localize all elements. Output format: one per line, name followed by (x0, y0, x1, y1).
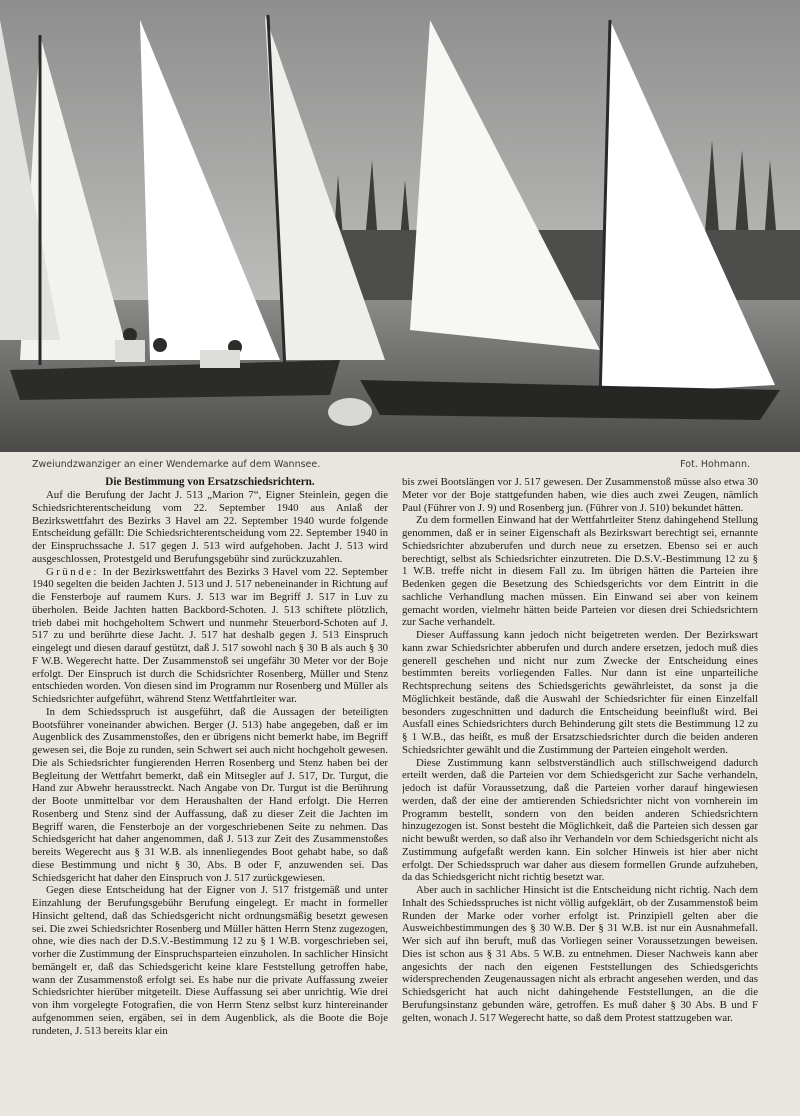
paragraph: Zu dem formellen Einwand hat der Wettfahrtleiter Stenz dahingehend Stellung genommen, daß er in seiner Eigenschaft als Bezirkswart berechtigt sei, ernannte Schiedsrichter abzuberufen und durch neue zu ersetzen. Ebenso sei er auch berechtigt, selbst als Schiedsrichter einzutreten. Die D.S.V.-Bestimmung 12 zu § 1 W.B. treffe nicht in diesem Fall zu. Im übrigen hätten die Parteien ihre Bedenken gegen die Besetzung des Schiedsgerichts vor dem Eintritt in die sachliche Verhandlung machen müssen. Ein Einwand sei aber von keinem gemacht worden, vielmehr hätten beide Parteien vor diesen drei Schiedsrichtern zur Sache verhandelt. (402, 514, 758, 629)
paragraph: Diese Zustimmung kann selbstverständlich auch stillschweigend dadurch erteilt werden, daß die Parteien vor dem Schiedsgericht zur Sache verhandeln, jedoch ist dafür Voraussetzung, daß die Parteien vorher darauf hingewiesen werden, daß der eine der amtierenden Schiedsrichter nicht von vornherein im Programm bestellt, sondern von den beiden anderen Schiedsrichtern hinzugezogen ist. Sonst besteht die Möglichkeit, daß die Parteien sich dessen gar nicht bewußt werden, so daß also ihr Verhandeln vor dem Schiedsgericht nicht als Zustimmung aufgefaßt werden kann. Ein solcher Hinweis ist hier aber nicht erfolgt. Der Schiedsspruch war daher aus diesem formellen Grunde aufzuheben, da das Schiedsgericht nicht richtig besetzt war. (402, 756, 758, 884)
gruende-text: In der Bezirkswettfahrt des Bezirks 3 Havel vom 22. September 1940 segelten die beiden Jachten J. 513 und J. 517 nebeneinander in Richtung auf die Fensterboje auf raumem Kurs. J. 513 war im Begriff J. 517 in Luv zu überholen. Beide Jachten hatten Backbord-Schoten. J. 513 schiftete plötzlich, trieb dabei mit hochgeholtem Schwert und nunmehr Steuerbord-Schoten auf J. 517 zu und berührte diese Jacht. J. 517 hat deshalb gegen J. 513 Einspruch eingelegt und diesen darauf gestützt, daß J. 517 sowohl nach § 30 B als auch § 30 F W.B. Wegerecht hatte. Der Zusammenstoß sei ungefähr 30 Meter vor der Boje erfolgt. Der Einspruch ist durch die Schidsrichter Rosenberg, Müller und Stenz entschieden worden. Von diesen sind im Programm nur Rosenberg und Müller als Schiedsrichter aufgeführt, während Stenz Wettfahrtleiter war. (32, 565, 388, 705)
article-column-right (402, 476, 758, 1106)
paragraph: Auf die Berufung der Jacht J. 513 „Marion 7“, Eigner Steinlein, gegen die Schiedsrichterentscheidung vom 22. September 1940 aus Anlaß der Bezirkswettfahrt des Bezirks 3 Havel am 22. September 1940 wurde folgende Entscheidung gefällt: Die Schiedsrichterentscheidung vom 22. September 1940 in der Einspruchssache J. 517 gegen J. 513 wird aufgehoben. Jacht J. 513 wird ausgeschlossen, Protestgeld und Berufungsgebühr sind zurückzuzahlen. (32, 489, 388, 565)
paragraph: In dem Schiedsspruch ist ausgeführt, daß die Aussagen der beteiligten Bootsführer voneinander abwichen. Berger (J. 513) habe angegeben, daß er im Augenblick des Zusammenstoßes, den er übrigens nicht bemerkt habe, im Begriff gewesen sei, die Boje zu runden, sein Schwert sei auch nicht hochgeholt gewesen. Die als Schiedsrichter fungierenden Herren Rosenberg und Stenz haben bei der Begleitung der Wettfahrt bemerkt, daß ein Mitsegler auf J. 517, Dr. Turgut, die Hand zur Abwehr herausstreckt. Nach Angabe von Dr. Turgut ist die Berührung der Boote unmittelbar vor dem Heraushalten der Hand erfolgt. Die Herren Rosenberg und Stenz sind der Auffassung, daß zu dieser Zeit die Jachten im Begriff waren, die Fensterboje an der vorgeschriebenen Seite zu nehmen. Das Schiedsgericht hat daher angenommen, daß J. 513 zur Zeit des Zusammenstoßes bereits Wegerecht aus § 31 W.B. als innenliegendes Boot gehabt habe, so daß diese Bestimmung und nicht § 30, Abs. B oder F, anzuwenden sei. Das Schiedsgericht hat daher den Einspruch von J. 517 zurückgewiesen. (32, 705, 388, 884)
article-heading: Die Bestimmung von Ersatzschiedsrichtern. (105, 476, 315, 488)
paragraph: bis zwei Bootslängen vor J. 517 gewesen. Der Zusammenstoß müsse also etwa 30 Meter vor der Boje stattgefunden haben, wie dies auch zwei Zeugen, nämlich Paul (Führer von J. 9) und Rosenberg jun. (Führer von J. 510) bekundet hätten. (402, 476, 758, 514)
gruende-label: Gründe: (46, 565, 99, 578)
sailboats-image (0, 0, 800, 452)
article-column-left (32, 476, 388, 1106)
sailing-photo (0, 0, 800, 452)
photo-credit: Fot. Hohmann. (680, 459, 750, 470)
paragraph: Gegen diese Entscheidung hat der Eigner von J. 517 fristgemäß und unter Einzahlung der Berufungsgebühr Berufung eingelegt. Er macht in formeller Hinsicht geltend, daß das Schiedsgericht nicht ordnungsmäßig besetzt gewesen sei. Die zwei Schiedsrichter Rosenberg und Müller hätten Herrn Stenz zugezogen, ohne, wie dies nach der D.S.V.-Bestimmung 12 zu § 1 W.B. vorgeschrieben sei, vorher die Zustimmung der Einspruchsparteien einzuholen. In sachlicher Hinsicht bemängelt er, daß das Schiedsgericht keine klare Feststellung getroffen habe, wann der Zusammenstoß erfolgt sei. Es habe nur die private Auffassung zweier Schiedsrichter hierüber mitgeteilt. Diese Auffassung sei aber unrichtig. Wie drei von ihm vorgelegte Fotografien, die von Herrn Stenz selbst kurz hintereinander aufgenommen seien, ergäben, sei in dem Augenblick, als die Boote die Boje rundeten, J. 513 bereits klar ein (32, 884, 388, 1037)
paragraph: Aber auch in sachlicher Hinsicht ist die Entscheidung nicht richtig. Nach dem Inhalt des Schiedsspruches ist nicht völlig aufgeklärt, ob der Zusammenstoß beim Runden der Marke oder vorher erfolgt ist. Prinzipiell gelten aber die Ausweichbestimmungen des § 30 W.B. Der § 31 W.B. ist nur ein Ausnahmefall. Wer sich auf ihn beruft, muß das Vorliegen seiner Voraussetzungen beweisen. Dies ist schon aus § 31 Abs. 5 W.B. zu entnehmen. Dieser Nachweis kann aber angesichts der nach den eigenen Feststellungen des Schiedsgerichts widersprechenden Zeugenaussagen nicht als erbracht angesehen werden, und das Schiedsgericht hat auch nicht dahingehende Feststellungen, an die die Berufungsinstanz gebunden wäre, getroffen. Es muß daher § 30 Abs. B und F gelten, wonach J. 517 Wegerecht hatte, so daß dem Protest stattzugeben war. (402, 884, 758, 1024)
paragraph: Dieser Auffassung kann jedoch nicht beigetreten werden. Der Bezirkswart kann zwar Schiedsrichter abberufen und durch andere ersetzen, jedoch muß dies generell geschehen und nicht nur zum Zwecke der Entscheidung eines bestimmten bereits vorliegenden Falles. Nur dann ist eine unparteiliche Rechtsprechung seitens des Schiedsgerichts gewährleistet, da sonst ja die Möglichkeit bestände, daß die Auswahl der Schiedsrichter für einen Einzelfall besonders zugeschnitten und dadurch die Entscheidung beeinflußt wird. Bei Ausfall eines Schiedsrichters durch Behinderung gilt stets die Bestimmung 12 zu § 1 W.B., das heißt, es muß der Ersatzschiedsrichter durch die beiden anderen Schiedsrichter gewählt und die Zustimmung der Parteien eingeholt werden. (402, 629, 758, 756)
paragraph-gruende (32, 566, 388, 706)
photo-caption: Zweiundzwanziger an einer Wendemarke auf dem Wannsee. (32, 459, 321, 470)
